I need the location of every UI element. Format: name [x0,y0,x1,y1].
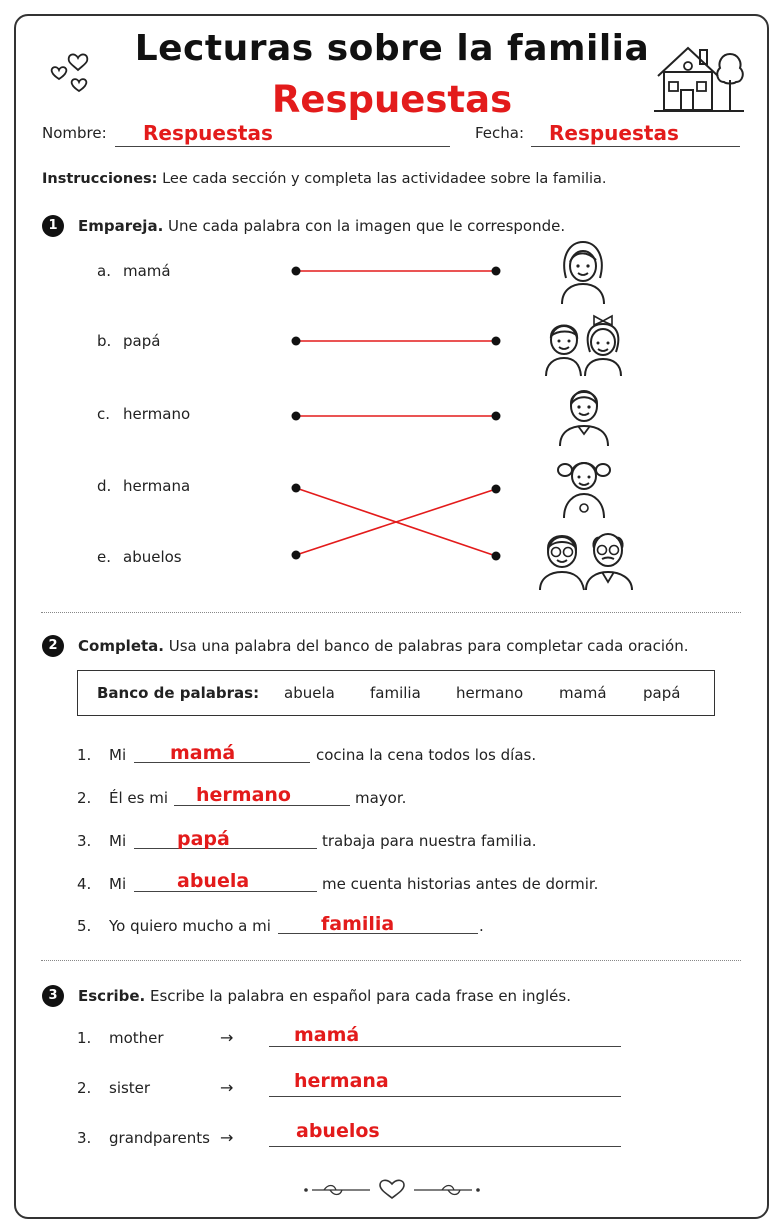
match-dot [292,412,301,421]
match-word: hermano [123,405,191,423]
section2-title [78,637,689,655]
word-bank-word: papá [643,684,681,702]
section-divider [41,612,741,613]
arrow-icon: → [220,1078,234,1097]
match-dot [292,551,301,560]
grandparents-icon [536,526,638,592]
sentence-answer: familia [321,913,395,935]
sentence-answer: papá [177,828,230,850]
write-answer: hermana [294,1070,389,1092]
page-subtitle: Respuestas [271,78,513,121]
name-value: Respuestas [143,121,273,145]
match-dot [292,267,301,276]
match-dot [492,337,501,346]
match-letter: e. [97,548,111,566]
write-answer: mamá [294,1024,360,1046]
sentence-after: trabaja para nuestra familia. [322,832,537,850]
sentence-answer: abuela [177,870,250,892]
section-divider [41,960,741,961]
match-word: mamá [123,262,171,280]
mother-icon [556,238,610,306]
word-bank-label: Banco de palabras: [97,684,260,702]
word-bank-word: familia [370,684,421,702]
heart-ornament-icon [300,1176,484,1202]
answer-line [269,1046,621,1047]
name-label: Nombre: [42,124,107,142]
word-bank-word: hermano [456,684,524,702]
word-bank-word: abuela [284,684,335,702]
sentence-answer: hermano [196,784,291,806]
section3-number: 3 [42,985,64,1007]
sentence-after: mayor. [355,789,407,807]
sentence-before: Yo quiero mucho a mi [109,917,271,935]
answer-line [269,1096,621,1097]
match-dot [492,485,501,494]
children-pair-icon [544,312,624,378]
section2-heading: Completa. [78,637,164,655]
sentence-number: 1. [77,746,92,764]
sentence-number: 5. [77,917,92,935]
match-dot [292,484,301,493]
section2-text: Usa una palabra del banco de palabras para completar cada oración. [164,637,689,655]
write-english: sister [109,1079,151,1097]
section2-number: 2 [42,635,64,657]
match-dot [492,267,501,276]
sentence-number: 2. [77,789,92,807]
sentence-before: Mi [109,746,127,764]
arrow-icon: → [220,1128,234,1147]
instructions-text: Lee cada sección y completa las actividadee sobre la familia. [157,171,607,187]
match-word: papá [123,332,161,350]
write-answer: abuelos [296,1120,380,1142]
match-letter: d. [97,477,112,495]
write-number: 3. [77,1129,92,1147]
section3-title [78,987,571,1005]
write-english: mother [109,1029,164,1047]
write-english: grandparents [109,1129,210,1147]
match-letter: b. [97,332,112,350]
section1-heading: Empareja. [78,217,164,235]
sentence-after: cocina la cena todos los días. [316,746,537,764]
answer-line [269,1146,621,1147]
match-dot [492,552,501,561]
sentence-before: Él es mi [109,789,169,807]
write-number: 2. [77,1079,92,1097]
write-number: 1. [77,1029,92,1047]
section1-text: Une cada palabra con la imagen que le corresponde. [163,217,566,235]
date-label: Fecha: [475,124,525,142]
match-word: abuelos [123,548,182,566]
section1-number: 1 [42,215,64,237]
sentence-after: . [479,917,484,935]
date-value: Respuestas [549,121,679,145]
sentence-answer: mamá [170,742,236,764]
match-dot [292,337,301,346]
instructions-label: Instrucciones: [42,171,158,187]
match-letter: a. [97,262,111,280]
arrow-icon: → [220,1028,234,1047]
word-bank-word: mamá [559,684,607,702]
sentence-after: me cuenta historias antes de dormir. [322,875,599,893]
sentence-number: 3. [77,832,92,850]
section3-heading: Escribe. [78,987,146,1005]
sentence-number: 4. [77,875,92,893]
match-letter: c. [97,405,111,423]
section3-text: Escribe la palabra en español para cada frase en inglés. [145,987,571,1005]
match-word: hermana [123,477,191,495]
man-icon [556,382,612,448]
girl-icon [552,454,616,520]
match-dot [492,412,501,421]
page-title: Lecturas sobre la familia [134,28,650,69]
sentence-before: Mi [109,832,127,850]
sentence-before: Mi [109,875,127,893]
